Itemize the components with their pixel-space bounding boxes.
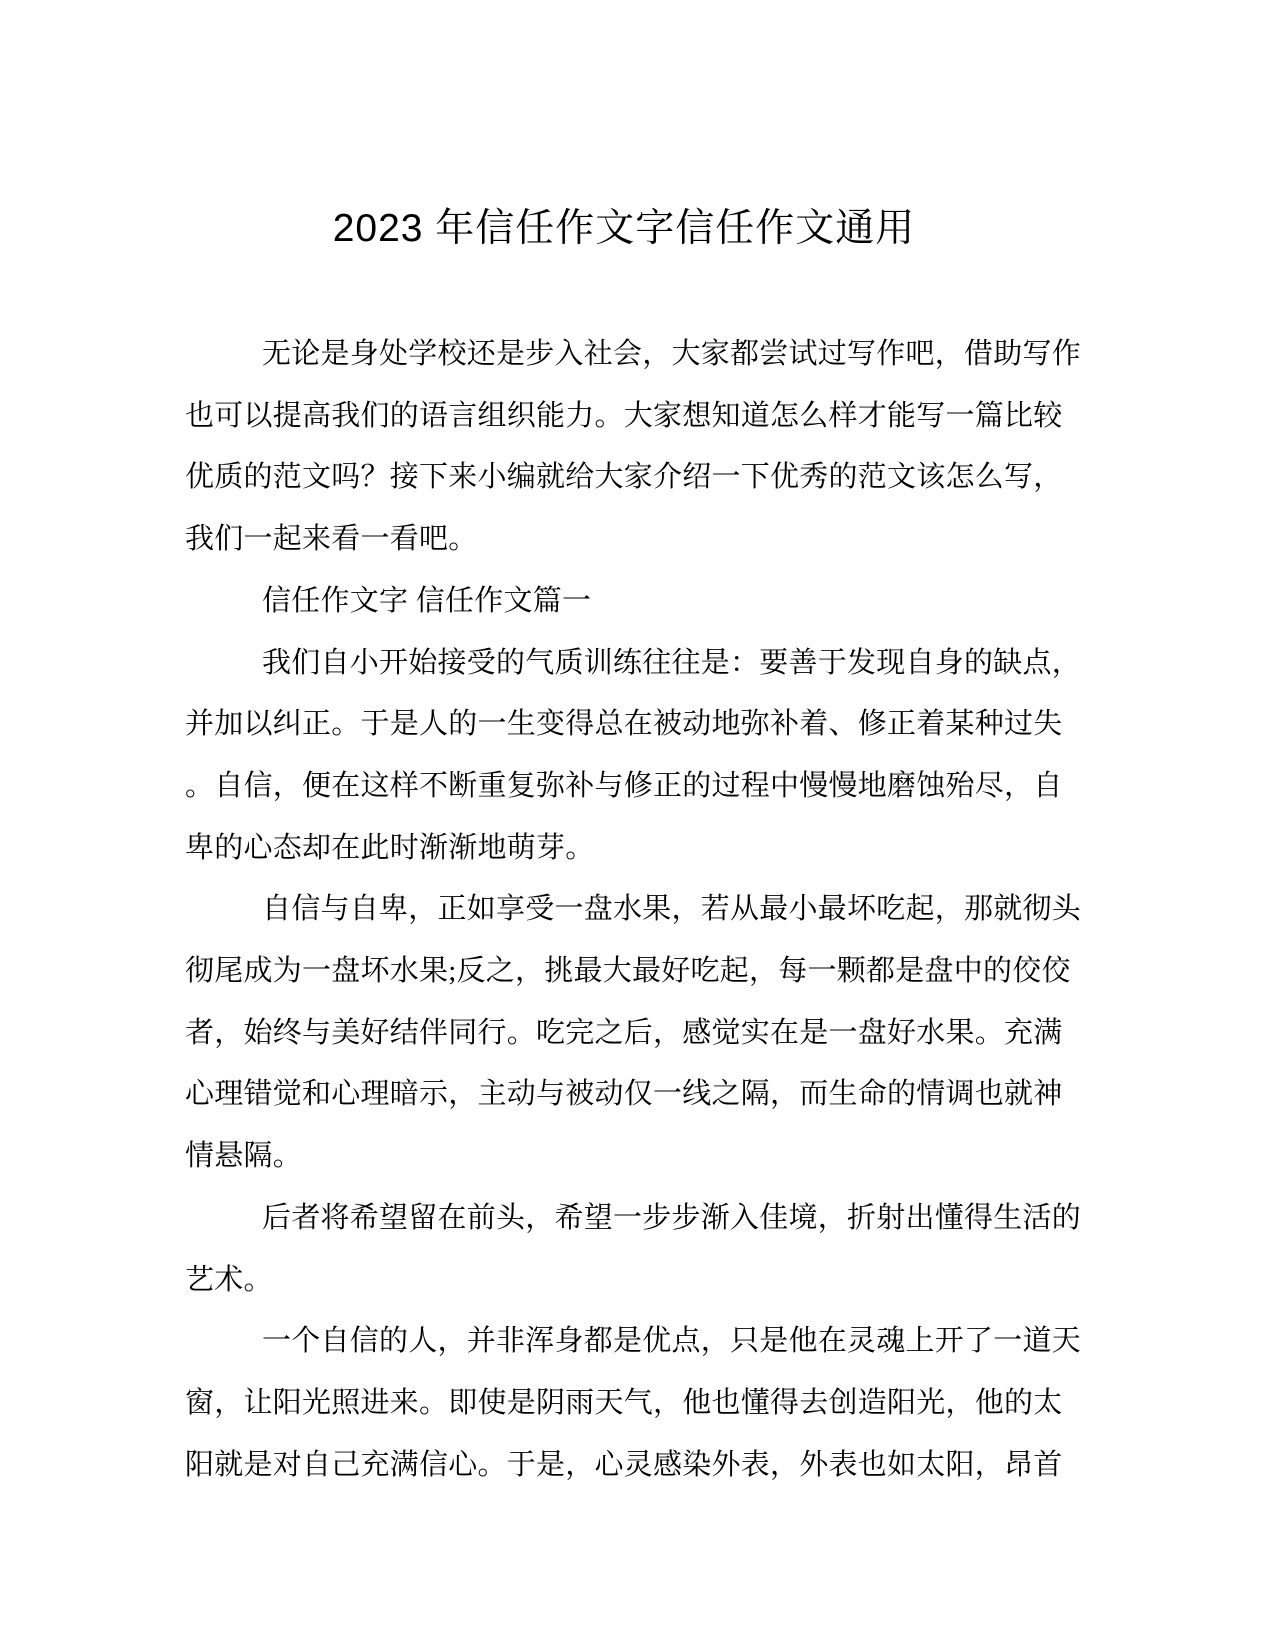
text-line: 。自信，便在这样不断重复弥补与修正的过程中慢慢地磨蚀殆尽，自	[185, 769, 1063, 802]
text-line: 我们一起来看一看吧。	[185, 523, 478, 556]
text-line: 自信与自卑，正如享受一盘水果，若从最小最坏吃起，那就彻头	[262, 893, 1082, 926]
document-content	[185, 0, 1082, 1496]
text-line: 窗，让阳光照进来。即使是阴雨天气，他也懂得去创造阳光，他的太	[185, 1386, 1063, 1419]
text-line: 也可以提高我们的语言组织能力。大家想知道怎么样才能写一篇比较	[185, 399, 1063, 432]
paragraph	[185, 633, 1082, 880]
paragraph	[185, 571, 1063, 633]
text-line: 阳就是对自己充满信心。于是，心灵感染外表，外表也如太阳，昂首	[185, 1448, 1063, 1481]
text-line: 优质的范文吗？接下来小编就给大家介绍一下优秀的范文该怎么写，	[185, 461, 1063, 494]
paragraph	[185, 324, 1082, 571]
text-line: 后者将希望留在前头，希望一步步渐入佳境，折射出懂得生活的	[262, 1201, 1082, 1234]
text-line: 情悬隔。	[185, 1140, 303, 1173]
text-line: 卑的心态却在此时渐渐地萌芽。	[185, 831, 595, 864]
text-line: 并加以纠正。于是人的一生变得总在被动地弥补着、修正着某种过失	[185, 708, 1063, 741]
text-line: 彻尾成为一盘坏水果;反之，挑最大最好吃起，每一颗都是盘中的佼佼	[185, 955, 1071, 988]
text-line: 信任作文字 信任作文篇一	[262, 584, 592, 617]
text-line: 一个自信的人，并非浑身都是优点，只是他在灵魂上开了一道天	[262, 1325, 1082, 1358]
document-title: 2023 年信任作文字信任作文通用	[332, 207, 916, 250]
text-line: 心理错觉和心理暗示，主动与被动仅一线之隔，而生命的情调也就神	[185, 1078, 1063, 1111]
document-body	[185, 324, 1082, 1496]
text-line: 艺术。	[185, 1263, 273, 1296]
text-line: 无论是身处学校还是步入社会，大家都尝试过写作吧，借助写作	[262, 338, 1082, 370]
paragraph	[185, 1311, 1082, 1496]
text-line: 者，始终与美好结伴同行。吃完之后，感觉实在是一盘好水果。充满	[185, 1016, 1063, 1049]
paragraph	[185, 879, 1082, 1188]
text-line: 我们自小开始接受的气质训练往往是：要善于发现自身的缺点，	[262, 646, 1082, 679]
paragraph	[185, 1188, 1082, 1311]
